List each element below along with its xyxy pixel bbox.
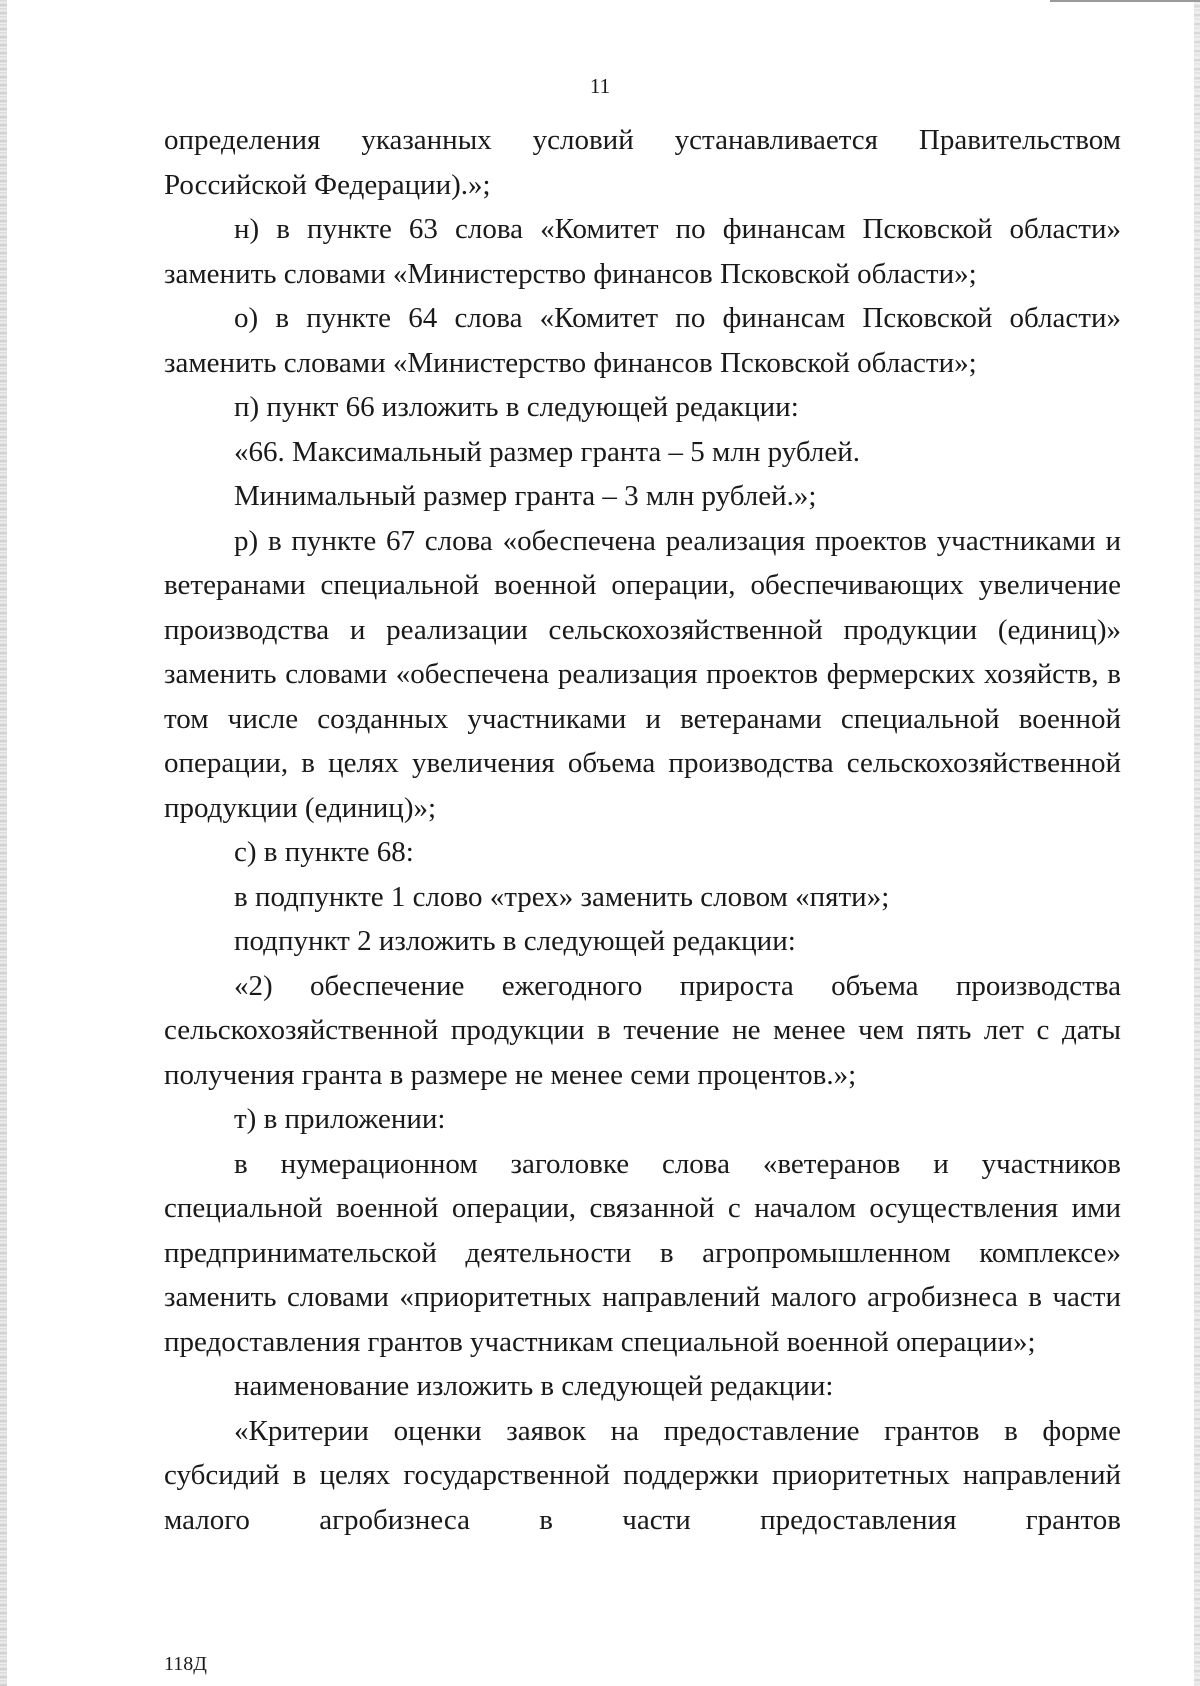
- paragraph-item-r: р) в пункте 67 слова «обеспечена реализация проектов участниками и ветеранами специальной военной операции, обеспечивающих увеличение производства и реализации сельскохозяйственной продукции (единиц)» заменить словами «обеспечена реализация проектов фермерских хозяйств, в том числе созданных участниками и ветеранами специальной военной операции, в целях увеличения объема производства сельскохозяйственной продукции (единиц)»;: [164, 524, 1121, 824]
- scan-edge-left: [0, 0, 7, 1686]
- paragraph-continuation: определения указанных условий устанавливается Правительством Российской Федерации).»;: [164, 124, 1121, 201]
- paragraph-item-t: т) в приложении:: [234, 1103, 446, 1135]
- paragraph-item-n: н) в пункте 63 слова «Комитет по финансам Псковской области» заменить словами «Министерство финансов Псковской области»;: [164, 213, 1121, 290]
- footer-code: 118Д: [164, 1653, 207, 1675]
- paragraph-subitem-1: в подпункте 1 слово «трех» заменить словом «пяти»;: [234, 880, 890, 913]
- paragraph-item-p: п) пункт 66 изложить в следующей редакции:: [234, 391, 799, 423]
- paragraph-subitem-2: подпункт 2 изложить в следующей редакции:: [234, 925, 796, 957]
- paragraph-grant-min: Минимальный размер гранта – 3 млн рублей.»;: [234, 480, 817, 512]
- scan-top-line: [1050, 0, 1200, 2]
- paragraph-title-change: наименование изложить в следующей редакции:: [234, 1370, 834, 1402]
- paragraph-item-s: с) в пункте 68:: [234, 836, 414, 868]
- paragraph-criteria: «Критерии оценки заявок на предоставление грантов в форме субсидий в целях государственной поддержки приоритетных направлений малого агробизнеса в части предоставления грантов: [164, 1414, 1121, 1536]
- page-number: 11: [589, 74, 611, 98]
- paragraph-item-o: о) в пункте 64 слова «Комитет по финансам Псковской области» заменить словами «Министерство финансов Псковской области»;: [164, 302, 1121, 379]
- document-body: [164, 118, 1121, 1542]
- paragraph-subitem-2-text: «2) обеспечение ежегодного прироста объема производства сельскохозяйственной продукции в течение не менее чем пять лет с даты получения гранта в размере не менее семи процентов.»;: [164, 969, 1121, 1091]
- scan-edge-right: [1194, 0, 1200, 1686]
- paragraph-grant-max: «66. Максимальный размер гранта – 5 млн рублей.: [234, 435, 860, 468]
- paragraph-heading-change: в нумерационном заголовке слова «ветеранов и участников специальной военной операции, связанной с началом осуществления ими предпринимательской деятельности в агропромышленном комплексе» заменить словами «приоритетных направлений малого агробизнеса в части предоставления грантов участникам специальной военной операции»;: [164, 1147, 1121, 1358]
